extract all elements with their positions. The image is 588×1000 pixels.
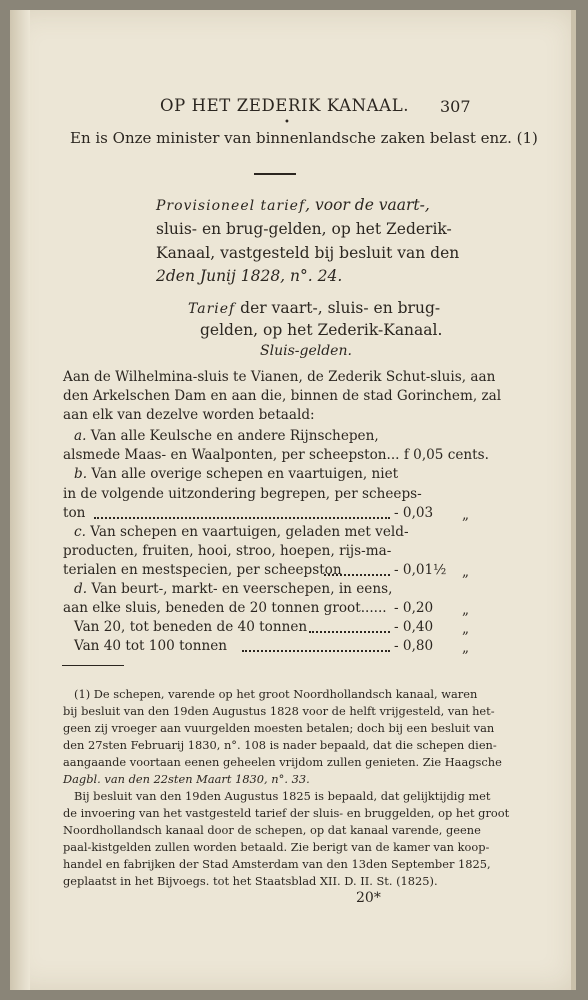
section-rule (254, 173, 296, 175)
provisional-small-caps: Provisioneel tarief (156, 198, 306, 214)
item-b-label: b. (74, 466, 88, 482)
item-b-leader-dots (94, 517, 390, 519)
item-d-ditto: „ (462, 602, 470, 618)
footnote-line-11: handel en fabrijken der Stad Amsterdam van den 13den September 1825, (63, 857, 491, 871)
tarief-heading-line-1 (188, 299, 440, 317)
page-spine (10, 10, 30, 990)
intro-line: En is Onze minister van binnenlandsche zaken belast enz. (1) (70, 129, 538, 147)
item-b-rate: - 0,03 (394, 505, 434, 521)
item-d2-ditto: „ (462, 621, 470, 637)
provisional-title-line-1 (156, 196, 430, 214)
footnote-line-4: den 27sten Februarij 1830, n°. 108 is nader bepaald, dat die schepen dien- (63, 738, 497, 752)
footnote-line-1: (1) De schepen, varende op het groot Noordhollandsch kanaal, waren (74, 687, 478, 701)
item-a-label: a. (74, 428, 87, 444)
item-c-text: Van schepen en vaartuigen, geladen met veld- (90, 524, 409, 540)
footnote-separator (62, 665, 124, 666)
page-edge (571, 10, 576, 990)
footnote-line-12: geplaatst in het Bijvoegs. tot het Staatsblad XII. D. II. St. (1825). (63, 874, 438, 888)
item-a-line-1 (74, 428, 379, 444)
footnote-line-2: bij besluit van den 19den Augustus 1828 voor de helft vrijgesteld, van het- (63, 704, 495, 718)
item-a-line-2 (63, 447, 489, 463)
item-d-line-1 (74, 581, 392, 597)
tarief-heading-rest: der vaart-, sluis- en brug- (240, 299, 441, 317)
item-d-text: Van beurt-, markt- en veerschepen, in eens, (91, 581, 393, 597)
ornament-dot: • (284, 117, 290, 128)
tarief-heading-line-2: gelden, op het Zederik-Kanaal. (200, 321, 443, 339)
signature-mark: 20* (356, 890, 381, 906)
item-a-text: Van alle Keulsche en andere Rijnschepen, (90, 428, 379, 444)
item-a-text-2: alsmede Maas- en Waalponten, per scheepston... (63, 447, 404, 463)
book-page (10, 10, 576, 990)
item-d-label: d. (74, 581, 88, 597)
item-c-label: c. (74, 524, 86, 540)
item-b-line-3: ton (63, 505, 86, 521)
item-d3-leader-dots (242, 650, 390, 652)
provisional-title-line-3: Kanaal, vastgesteld bij besluit van den (156, 244, 460, 262)
item-c-line-1 (74, 524, 409, 540)
provisional-title-rest: , voor de vaart-, (305, 196, 430, 214)
item-c-leader-dots (324, 574, 390, 576)
item-d2-rate: - 0,40 (394, 619, 434, 635)
body-line-2: den Arkelschen Dam en aan die, binnen de stad Gorinchem, zal (63, 388, 502, 404)
footnote-line-8: de invoering van het vastgesteld tarief der sluis- en bruggelden, op het groot (63, 806, 510, 820)
footnote-line-10: paal-kistgelden zullen worden betaald. Zie berigt van de kamer van koop- (63, 840, 490, 854)
body-line-3: aan elk van dezelve worden betaald: (63, 407, 315, 423)
footnote-line-7: Bij besluit van den 19den Augustus 1825 is bepaald, dat gelijktijdig met (74, 789, 491, 803)
item-c-rate: - 0,01½ (394, 562, 447, 578)
item-d-line-2: aan elke sluis, beneden de 20 tonnen groot...... (63, 600, 387, 616)
item-d2-text: Van 20, tot beneden de 40 tonnen (74, 619, 308, 635)
item-d3-text: Van 40 tot 100 tonnen (74, 638, 228, 654)
item-c-ditto: „ (462, 564, 470, 580)
item-c-line-2: producten, fruiten, hooi, stroo, hoepen, rijs-ma- (63, 543, 392, 559)
item-b-ditto: „ (462, 507, 470, 523)
running-header: OP HET ZEDERIK KANAAL. (160, 96, 410, 115)
item-d-rate: - 0,20 (394, 600, 434, 616)
item-d2-leader-dots (309, 631, 390, 633)
item-c-line-3: terialen en mestspecien, per scheepston (63, 562, 342, 578)
item-d3-rate: - 0,80 (394, 638, 434, 654)
body-line-1: Aan de Wilhelmina-sluis te Vianen, de Zederik Schut-sluis, aan (63, 369, 496, 385)
footnote-line-9: Noordhollandsch kanaal door de schepen, op dat kanaal varende, geene (63, 823, 481, 837)
provisional-title-line-2: sluis- en brug-gelden, op het Zederik- (156, 220, 452, 238)
footnote-line-6: Dagbl. van den 22sten Maart 1830, n°. 33. (63, 772, 310, 786)
page-number: 307 (440, 97, 471, 116)
footnote-line-5: aangaande voortaan eenen geheelen vrijdom zullen genieten. Zie Haagsche (63, 755, 502, 769)
section-heading: Sluis-gelden. (260, 343, 352, 359)
item-a-rate: f 0,05 cents. (403, 447, 489, 463)
item-b-text: Van alle overige schepen en vaartuigen, niet (91, 466, 399, 482)
item-b-line-2: in de volgende uitzondering begrepen, per scheeps- (63, 486, 422, 502)
tarief-small-caps: Tarief (188, 301, 236, 317)
provisional-title-line-4: 2den Junij 1828, n°. 24. (156, 267, 343, 285)
footnote-line-3: geen zij vroeger aan vuurgelden moesten betalen; doch bij een besluit van (63, 721, 495, 735)
item-d3-ditto: „ (462, 640, 470, 656)
item-b-line-1 (74, 466, 398, 482)
